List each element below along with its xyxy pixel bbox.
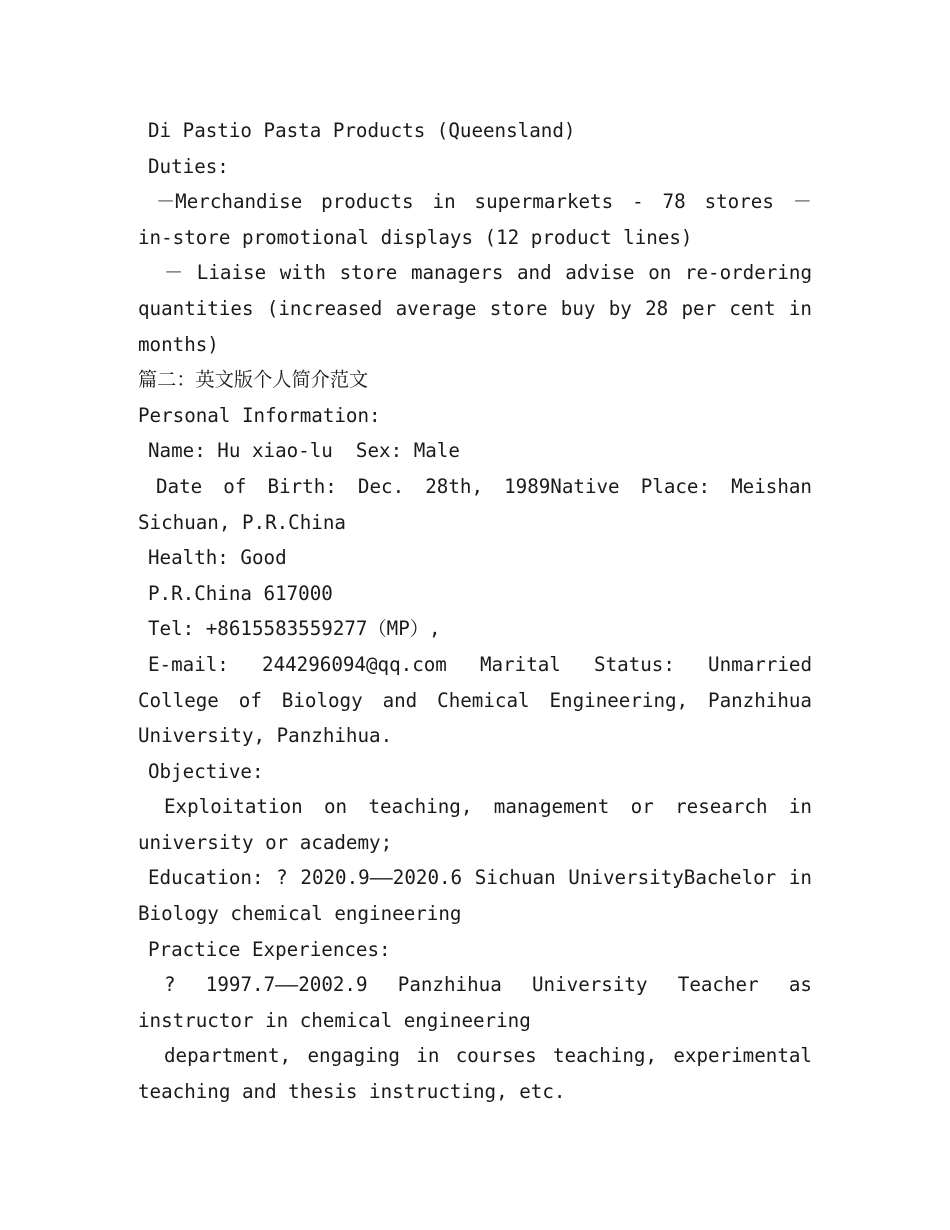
objective-heading: Objective: [148,759,264,783]
practice-end: teaching and thesis instructing, etc. [138,1080,566,1104]
health-line: Health: Good [148,546,287,570]
duty-merchandise-cont: in-store promotional displays (12 product lines) [138,225,693,249]
name-sex-line: Name: Hu xiao-lu Sex: Male [148,439,460,463]
company-line: Di Pastio Pasta Products (Queensland) [148,119,576,142]
practice-line: ? 1997.7——2002.9 Panzhihua University Teacher as [164,973,812,997]
duty-liaise: － Liaise with store managers and advise on re-ordering [164,261,812,285]
duties-heading: Duties: [148,154,229,178]
personal-info-heading: Personal Information: [138,403,381,427]
practice-cont: instructor in chemical engineering [138,1008,531,1032]
practice-heading: Practice Experiences: [148,937,391,961]
objective-text: Exploitation on teaching, management or research in [164,795,812,819]
postcode-line: P.R.China 617000 [148,581,333,605]
section-title: 篇二：英文版个人简介范文 [138,368,369,392]
email-status-line: E-mail: 244296094@qq.com Marital Status: Unmarried [148,652,812,676]
practice-department: department, engaging in courses teaching, experimental [164,1044,812,1068]
address-line: College of Biology and Chemical Engineering, Panzhihua [138,688,812,712]
objective-cont: university or academy; [138,830,393,854]
document-page [138,113,812,1110]
education-cont: Biology chemical engineering [138,902,462,926]
address-cont: University, Panzhihua. [138,724,393,748]
duty-liaise-end: months) [138,332,219,356]
native-place-cont: Sichuan, P.R.China [138,510,346,534]
birth-native-line: Date of Birth: Dec. 28th, 1989Native Place: Meishan [156,474,812,498]
tel-line: Tel: +8615583559277（MP）, [148,617,441,641]
duty-liaise-cont: quantities (increased average store buy by 28 per cent in [138,296,812,320]
duty-merchandise: －Merchandise products in supermarkets - 78 stores － [156,190,812,214]
education-line: Education: ? 2020.9——2020.6 Sichuan UniversityBachelor in [148,866,812,890]
